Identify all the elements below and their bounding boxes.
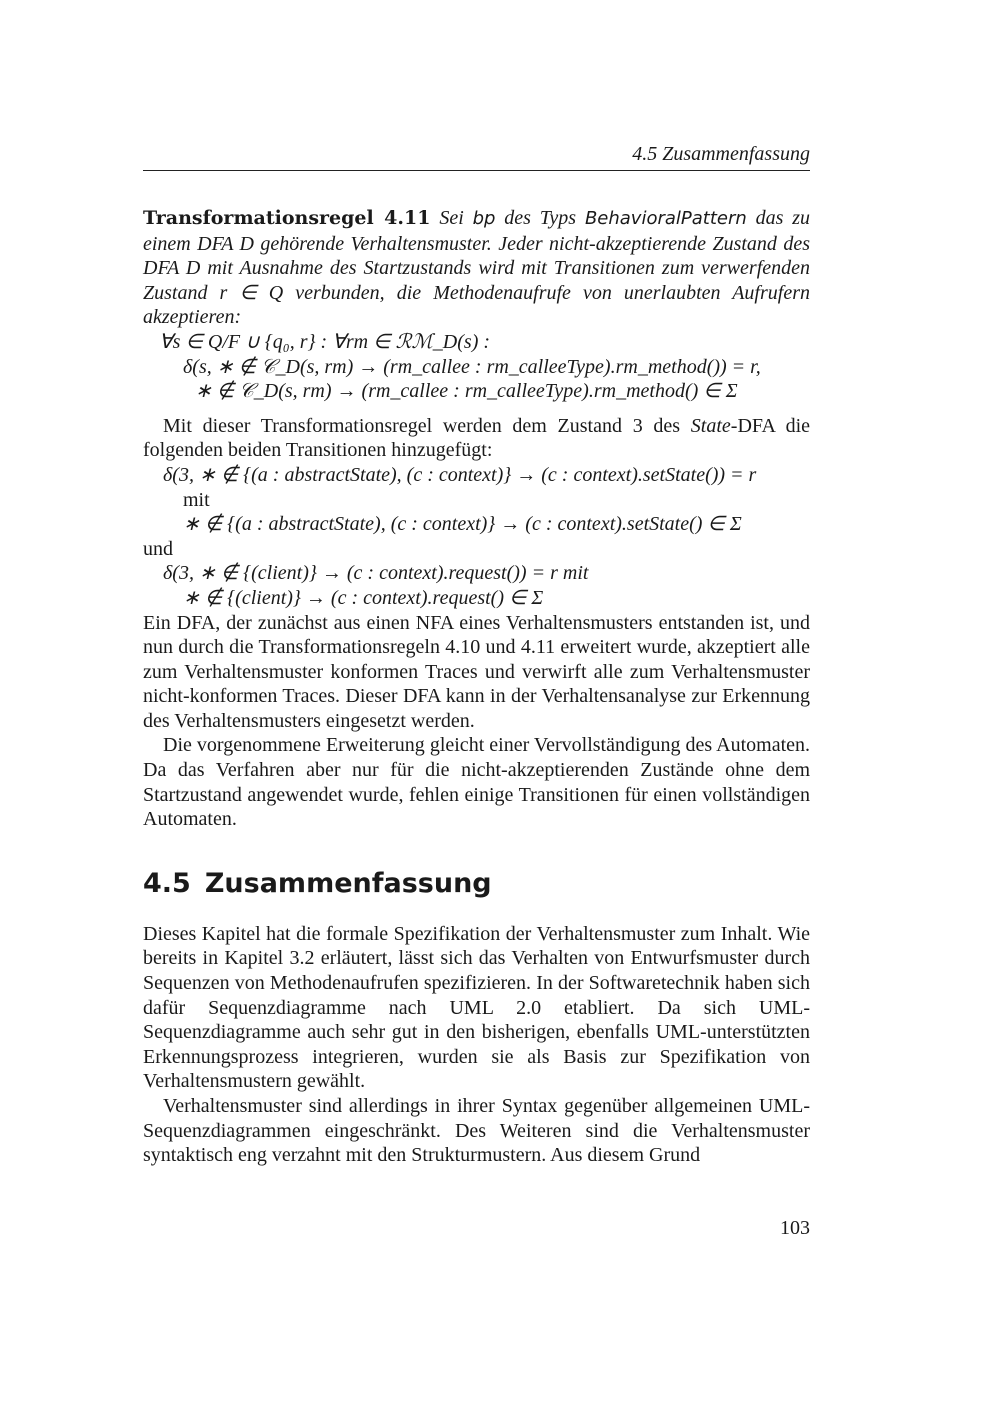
example-mit: mit	[183, 488, 210, 511]
page-number: 103	[780, 1217, 810, 1239]
rule-formula-3: ∗ ∉ 𝒞_D(s, rm) → (rm_callee : rm_calleeType).rm_method() ∈ Σ	[195, 380, 738, 403]
rule-text-3: das zu einem DFA D gehörende Verhaltensmuster. Jeder nicht-akzeptierende Zustand des DFA D mit Ausnahme des Startzustands wird mit Transitionen zum verwerfenden Zustand r ∈ Q verbunden, die Methodenaufrufe von unerlaubten Aufrufern akzeptieren:	[143, 207, 811, 329]
example-formula-3: δ(3, ∗ ∉ {(client)} → (c : context).request()) = r mit	[163, 562, 589, 585]
paragraph-1-text-a: Mit dieser Transformationsregel werden dem Zustand 3 des	[163, 414, 681, 437]
spacer	[143, 404, 810, 414]
rule-title: Transformationsregel 4.11	[143, 207, 431, 229]
paragraph-4: Dieses Kapitel hat die formale Spezifikation der Verhaltensmuster zum Inhalt. Wie bereits in Kapitel 3.2 erläutert, lässt sich das Verhalten von Entwurfsmuster durch Sequenzen von Methodenaufrufen spezifizieren. In der Softwaretechnik haben sich dafür Sequenzdiagramme nach UML 2.0 etabliert. Da sich UML-Sequenzdiagramme auch sehr gut in den bisherigen, ebenfalls UML-unterstützten Erkennungsprozess integrieren, wurden sie als Basis zur Spezifikation von Verhaltensmustern gewählt.	[143, 922, 810, 1093]
section-number: 4.5	[143, 867, 191, 899]
paragraph-1	[143, 414, 810, 463]
example-und: und	[143, 537, 173, 560]
section-title: Zusammenfassung	[204, 867, 492, 899]
rule-text-1: Sei	[439, 207, 464, 229]
rule-text-2: des Typs	[504, 207, 577, 229]
rule-formula-2: δ(s, ∗ ∉ 𝒞_D(s, rm) → (rm_callee : rm_calleeType).rm_method()) = r,	[183, 355, 761, 378]
rule-formula-1: ∀s ∈ Q/F ∪ {q₀, r} : ∀rm ∈ ℛℳ_D(s) :	[159, 330, 491, 353]
example-formula-4: ∗ ∉ {(client)} → (c : context).request() ∈ Σ	[183, 586, 544, 609]
example-formula-1: δ(3, ∗ ∉ {(a : abstractState), (c : context)} → (c : context).setState()) = r	[163, 463, 757, 486]
example-formula-2: ∗ ∉ {(a : abstractState), (c : context)} → (c : context).setState() ∈ Σ	[183, 513, 742, 536]
rule-type-name: BehavioralPattern	[584, 208, 747, 229]
paragraph-2: Ein DFA, der zunächst aus einen NFA eines Verhaltensmusters entstanden ist, und nun durch die Transformationsregeln 4.10 und 4.11 erweitert wurde, akzeptiert alle zum Verhaltensmuster konformen Traces und verwirft alle zum Verhaltensmuster nicht-konformen Traces. Dieser DFA kann in der Verhaltensanalyse zur Erkennung des Verhaltensmusters eingesetzt werden.	[143, 611, 810, 732]
rule-bp: bp	[472, 208, 496, 229]
state-word: State	[690, 414, 731, 437]
header-rule	[143, 170, 810, 171]
section-heading	[143, 868, 810, 900]
paragraph-3: Die vorgenommene Erweiterung gleicht einer Vervollständigung des Automaten. Da das Verfahren aber nur für die nicht-akzeptierenden Zustände ohne dem Startzustand angewendet wurde, fehlen einige Transitionen für einen vollständigen Automaten.	[143, 734, 810, 831]
page-body	[143, 206, 810, 1168]
paragraph-1-text-b: -DFA die folgenden beiden Transitionen hinzugefügt:	[143, 414, 811, 462]
transformation-rule	[143, 206, 810, 330]
paragraph-5: Verhaltensmuster sind allerdings in ihrer Syntax gegenüber allgemeinen UML-Sequenzdiagrammen eingeschränkt. Des Weiteren sind die Verhaltensmuster syntaktisch eng verzahnt mit den Strukturmustern. Aus diesem Grund	[143, 1095, 810, 1167]
running-head: 4.5 Zusammenfassung	[632, 143, 810, 165]
